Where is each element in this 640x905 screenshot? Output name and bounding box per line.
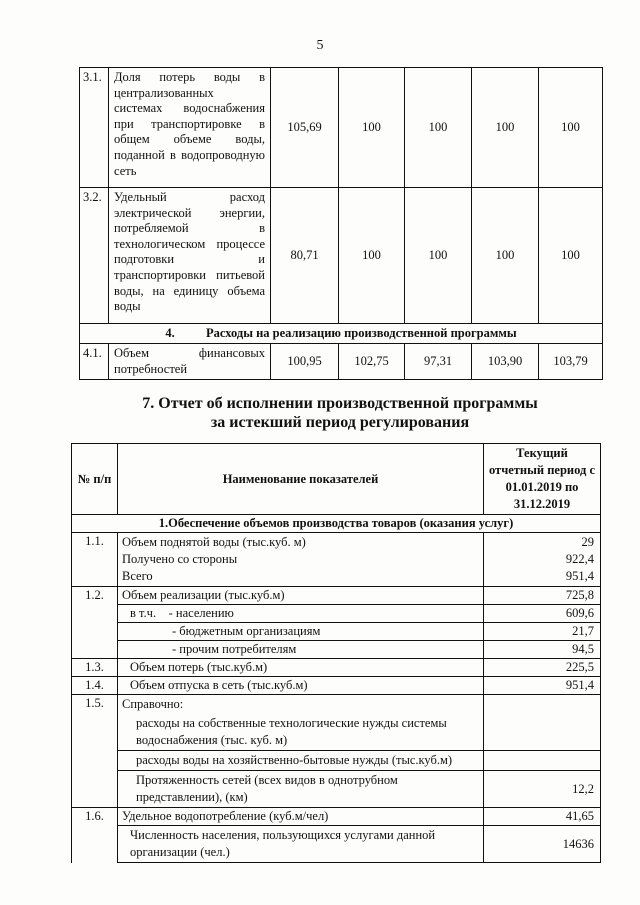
value-cell: 94,5 — [484, 641, 601, 659]
section-heading — [0, 394, 640, 432]
sub-name: - населению — [168, 606, 234, 620]
value-cell — [484, 695, 601, 715]
row-number: 1.4. — [72, 677, 118, 695]
value-cell: 100 — [405, 68, 472, 188]
value-cell: 100,95 — [271, 344, 339, 380]
indicator-name: Объем финансовых потребностей — [109, 344, 271, 380]
value-cell: 41,65 — [484, 808, 601, 826]
section-row — [72, 515, 601, 533]
row-number: 4.1. — [80, 344, 109, 380]
prefix: в т.ч. — [130, 606, 157, 620]
table-row — [72, 677, 601, 695]
section-number: 4. — [165, 326, 175, 340]
table-row — [72, 695, 601, 715]
value-cell: 100 — [472, 188, 539, 324]
line: Получено со стороны — [122, 552, 238, 566]
indicator-name — [118, 695, 484, 715]
indicator-name: расходы воды на хозяйственно-бытовые нужды (тыс.куб.м) — [118, 751, 484, 771]
report-table — [71, 443, 601, 863]
value-cell: 100 — [539, 188, 603, 324]
value-cell: 12,2 — [484, 771, 601, 808]
value-cell: 100 — [339, 188, 405, 324]
section-row — [80, 324, 603, 344]
indicator-name — [118, 623, 484, 641]
value-cell: 80,71 — [271, 188, 339, 324]
table-row — [72, 605, 601, 623]
table-row — [72, 659, 601, 677]
table-row — [72, 808, 601, 826]
table-row — [72, 771, 601, 808]
indicators-table — [79, 67, 603, 380]
table-row — [72, 714, 601, 751]
value-cell — [484, 714, 601, 751]
row-number: 1.2. — [72, 587, 118, 659]
page-number: 5 — [316, 38, 324, 53]
header-row — [72, 444, 601, 515]
indicator-name — [118, 533, 484, 587]
indicator-name: Удельное водопотребление (куб.м/чел) — [118, 808, 484, 826]
value-cell — [484, 751, 601, 771]
line: Всего — [122, 569, 153, 583]
value-cell: 14636 — [484, 826, 601, 863]
section-title: 1.Обеспечение объемов производства товаров (оказания услуг) — [72, 515, 601, 533]
table-row — [80, 188, 603, 324]
indicator-name — [118, 605, 484, 623]
value-cell: 725,8 — [484, 587, 601, 605]
row-number: 1.3. — [72, 659, 118, 677]
sub-name: - бюджетным организациям — [172, 624, 321, 638]
indicator-name: Объем реализации (тыс.куб.м) — [118, 587, 484, 605]
value-cell: 21,7 — [484, 623, 601, 641]
value: 29 — [581, 535, 594, 549]
row-number: 1.6. — [72, 808, 118, 863]
value-cell: 951,4 — [484, 677, 601, 695]
value-cell: 100 — [405, 188, 472, 324]
table-row — [80, 344, 603, 380]
value-cell: 609,6 — [484, 605, 601, 623]
section-title — [80, 324, 603, 344]
value: 922,4 — [565, 552, 594, 566]
row-number: 1.1. — [72, 533, 118, 587]
value-cell: 105,69 — [271, 68, 339, 188]
value-cell: 97,31 — [405, 344, 472, 380]
header-name: Наименование показателей — [118, 444, 484, 515]
indicator-name: Объем отпуска в сеть (тыс.куб.м) — [118, 677, 484, 695]
value-cell: 102,75 — [339, 344, 405, 380]
table-row — [72, 826, 601, 863]
reference-label: Справочно: — [122, 697, 184, 711]
value-cell: 100 — [472, 68, 539, 188]
value-cell: 103,79 — [539, 344, 603, 380]
indicator-name: Протяженность сетей (всех видов в однотрубном представлении), (км) — [118, 771, 484, 808]
indicator-name: Объем потерь (тыс.куб.м) — [118, 659, 484, 677]
table-row — [72, 641, 601, 659]
table-row — [72, 587, 601, 605]
line: Объем поднятой воды (тыс.куб. м) — [122, 535, 306, 549]
value: 951,4 — [565, 569, 594, 583]
table-row — [72, 533, 601, 587]
table-row — [72, 623, 601, 641]
sub-name: - прочим потребителям — [172, 642, 297, 656]
table-row — [72, 751, 601, 771]
section-text: Расходы на реализацию производственной программы — [205, 326, 517, 340]
value-cell: 100 — [539, 68, 603, 188]
value-cell: 103,90 — [472, 344, 539, 380]
indicator-name: расходы на собственные технологические нужды системы водоснабжения (тыс. куб. м) — [118, 714, 484, 751]
heading-line-2: за истекший период регулирования — [210, 414, 470, 431]
row-number: 1.5. — [72, 695, 118, 808]
indicator-name: Численность населения, пользующихся услугами данной организации (чел.) — [118, 826, 484, 863]
indicator-name — [118, 641, 484, 659]
indicator-name: Удельный расход электрической энергии, потребляемой в технологическом процессе подготовки и транспортировки питьевой воды, на единицу объема воды — [109, 188, 271, 324]
row-number: 3.1. — [80, 68, 109, 188]
table-row — [80, 68, 603, 188]
row-number: 3.2. — [80, 188, 109, 324]
header-number: № п/п — [72, 444, 118, 515]
value-cell — [484, 533, 601, 587]
value-cell: 225,5 — [484, 659, 601, 677]
indicator-name: Доля потерь воды в централизованных системах водоснабжения при транспортировке в общем объеме воды, поданной в водопроводную сеть — [109, 68, 271, 188]
header-period: Текущий отчетный период с 01.01.2019 по 31.12.2019 — [484, 444, 601, 515]
heading-line-1: 7. Отчет об исполнении производственной программы — [142, 395, 538, 412]
value-cell: 100 — [339, 68, 405, 188]
